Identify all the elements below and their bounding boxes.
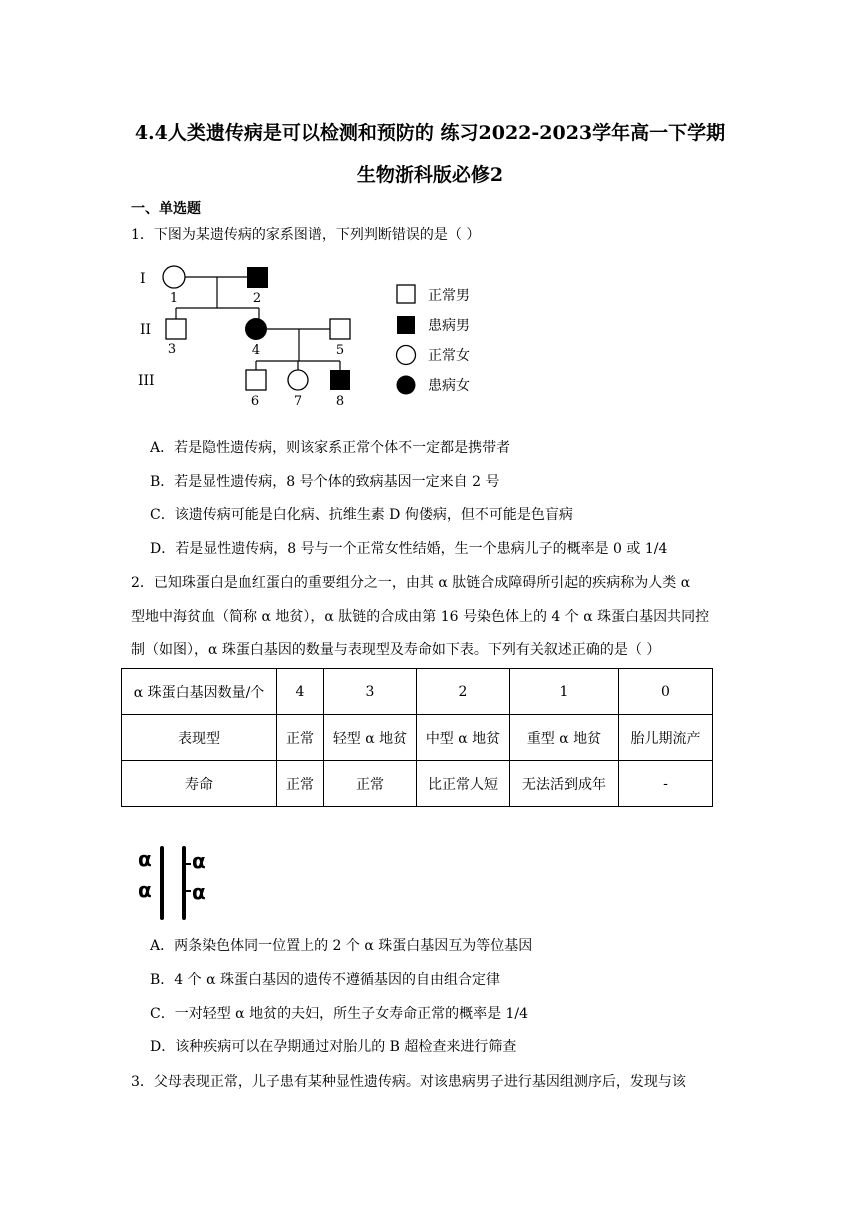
question-2-option-a: A．两条染色体同一位置上的 2 个 α 珠蛋白基因互为等位基因 xyxy=(150,938,533,954)
table-row xyxy=(122,761,713,807)
individual-7-normal-female xyxy=(288,370,308,390)
individual-8-affected-male xyxy=(330,370,350,390)
individual-1-normal-female xyxy=(163,266,185,288)
table-cell: 2 xyxy=(417,669,510,715)
question-1-option-d: D．若是显性遗传病，8 号与一个正常女性结婚，生一个患病儿子的概率是 0 或 1/4 xyxy=(150,541,668,557)
question-1-option-b: B．若是显性遗传病，8 号个体的致病基因一定来自 2 号 xyxy=(150,474,500,490)
legend-affected-female-label: 患病女 xyxy=(428,378,470,394)
table-cell: 无法活到成年 xyxy=(510,761,619,807)
generation-label-3: III xyxy=(138,373,155,389)
table-cell: 0 xyxy=(619,669,713,715)
question-2-option-c: C．一对轻型 α 地贫的夫妇，所生子女寿命正常的概率是 1/4 xyxy=(150,1006,529,1022)
alpha-gene-label: α xyxy=(192,880,206,904)
table-cell: 正常 xyxy=(277,715,324,761)
table-row xyxy=(122,669,713,715)
table-cell: 寿命 xyxy=(122,761,277,807)
question-2-stem-line-2: 型地中海贫血（简称 α 地贫），α 肽链的合成由第 16 号染色体上的 4 个 α 珠蛋白基因共同控 xyxy=(131,609,710,625)
question-2-option-d: D．该种疾病可以在孕期通过对胎儿的 B 超检查来进行筛查 xyxy=(150,1039,517,1055)
question-1-option-a: A．若是隐性遗传病，则该家系正常个体不一定都是携带者 xyxy=(150,440,511,456)
question-2-stem-line-3: 制（如图），α 珠蛋白基因的数量与表现型及寿命如下表。下列有关叙述正确的是（ ） xyxy=(131,642,661,658)
table-cell: 正常 xyxy=(277,761,324,807)
individual-3-normal-male xyxy=(166,319,186,339)
section-heading: 一、单选题 xyxy=(131,201,201,217)
individual-number-3: 3 xyxy=(167,342,177,357)
title-line-1: 4.4人类遗传病是可以检测和预防的 练习2022-2023学年高一下学期 xyxy=(134,122,726,144)
legend-normal-female-label: 正常女 xyxy=(428,348,470,364)
table-cell: 比正常人短 xyxy=(417,761,510,807)
legend-affected-male-label: 患病男 xyxy=(428,318,470,334)
question-1-stem: 1．下图为某遗传病的家系图谱，下列判断错误的是（ ） xyxy=(131,227,481,243)
table-cell: 3 xyxy=(324,669,417,715)
question-3-stem: 3．父母表现正常，儿子患有某种显性遗传病。对该患病男子进行基因组测序后，发现与该 xyxy=(131,1074,686,1090)
individual-number-5: 5 xyxy=(335,343,345,358)
legend-affected-female-icon xyxy=(397,376,416,395)
legend-normal-male-label: 正常男 xyxy=(428,288,470,304)
table-cell: 1 xyxy=(510,669,619,715)
legend-affected-male-icon xyxy=(397,316,415,334)
individual-6-normal-male xyxy=(246,370,266,390)
individual-4-affected-female xyxy=(245,318,267,340)
table-cell: 轻型 α 地贫 xyxy=(324,715,417,761)
question-1-option-c: C．该遗传病可能是白化病、抗维生素 D 佝偻病，但不可能是色盲病 xyxy=(150,507,573,523)
question-2-option-b: B．4 个 α 珠蛋白基因的遗传不遵循基因的自由组合定律 xyxy=(150,972,500,988)
individual-number-1: 1 xyxy=(169,291,179,306)
individual-number-6: 6 xyxy=(250,394,260,409)
individual-2-affected-male xyxy=(247,267,268,288)
pedigree-chart xyxy=(135,258,490,413)
generation-label-1: I xyxy=(140,271,146,287)
title-line-2: 生物浙科版必修2 xyxy=(356,164,504,186)
alpha-gene-label: α xyxy=(192,849,206,873)
legend-normal-female-icon xyxy=(397,346,416,365)
table-row xyxy=(122,715,713,761)
question-2-stem-line-1: 2．已知珠蛋白是血红蛋白的重要组分之一，由其 α 肽链合成障碍所引起的疾病称为人类 α xyxy=(131,575,691,591)
table-cell: - xyxy=(619,761,713,807)
table-cell: 4 xyxy=(277,669,324,715)
gene-count-table xyxy=(121,668,713,807)
table-cell: 胎儿期流产 xyxy=(619,715,713,761)
table-cell: 重型 α 地贫 xyxy=(510,715,619,761)
table-cell: 中型 α 地贫 xyxy=(417,715,510,761)
alpha-gene-label: α xyxy=(138,878,152,902)
individual-number-7: 7 xyxy=(293,394,303,409)
alpha-gene-label: α xyxy=(138,847,152,871)
individual-number-8: 8 xyxy=(335,394,345,409)
individual-number-4: 4 xyxy=(251,343,261,358)
table-cell: α 珠蛋白基因数量/个 xyxy=(122,669,277,715)
table-cell: 正常 xyxy=(324,761,417,807)
table-cell: 表现型 xyxy=(122,715,277,761)
alpha-gene-chromosome-figure xyxy=(135,842,217,922)
legend-normal-male-icon xyxy=(397,285,415,303)
individual-number-2: 2 xyxy=(252,291,262,306)
generation-label-2: II xyxy=(140,322,152,338)
individual-5-normal-male xyxy=(330,319,350,339)
